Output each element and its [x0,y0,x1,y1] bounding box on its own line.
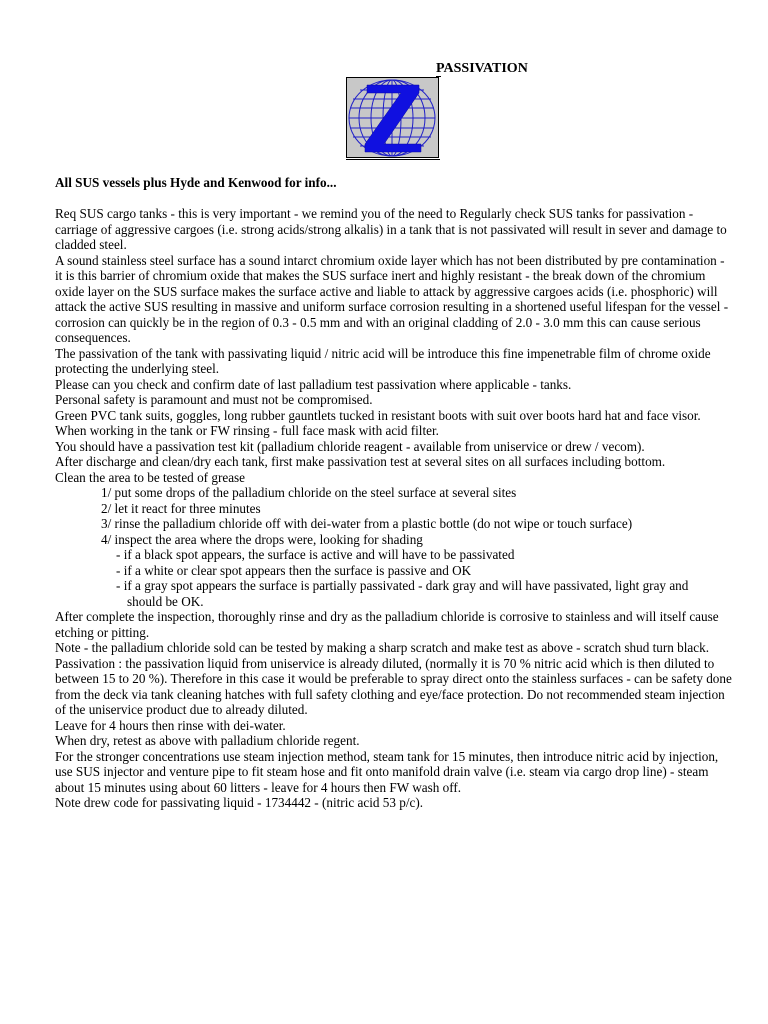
paragraph: A sound stainless steel surface has a sound intarct chromium oxide layer which has not been distributed by pre contamination - it is this barrier of chromium oxide that makes the SUS surface inert and highly resistant - the break down of the chromium oxide layer on the SUS surface makes the surface active and liable to attack by aggressive cargoes acids (i.e. phosphoric) will attack the active SUS resulting in massive and uniform surface corrosion resulting in a shortened useful lifespan for the vessel - corrosion can quickly be in the region of 0.3 - 0.5 mm and with an original cladding of 2.0 - 3.0 mm this can cause serious consequences. [55,252,729,345]
paragraph: Req SUS cargo tanks - this is very important - we remind you of the need to Regularly check SUS tanks for passivation - carriage of aggressive cargoes (i.e. strong acids/strong alkalis) in a tank that is not passivated will result in sever and damage to cladded steel. [55,206,727,252]
paragraph: Personal safety is paramount and must not be compromised. [55,392,373,407]
paragraph: Passivation : the passivation liquid from uniservice is already diluted, (normally it is 70 % nitric acid which is then diluted to between 15 to 20 %). Therefore in this case it would be preferable to spray direct onto the stainless surfaces - can be safety done from the deck via tank cleaning hatches with full safety clothing and eye/face protection. Do not recommended steam injection of the uniservice product due to already diluted. [55,655,732,717]
test-step: 1/ put some drops of the palladium chloride on the steel surface at several sites [101,485,517,500]
test-step: 4/ inspect the area where the drops were, looking for shading [101,531,423,547]
paragraph: You should have a passivation test kit (palladium chloride reagent - available from uniservice or drew / vecom). [55,438,645,454]
test-result [55,563,735,579]
test-step: 3/ rinse the palladium chloride off with dei-water from a plastic bottle (do not wipe or touch surface) [101,516,633,531]
paragraph: When working in the tank or FW rinsing - full face mask with acid filter. [55,423,439,438]
globe-icon [347,78,438,157]
test-result [55,578,735,594]
test-result-text: - if a white or clear spot appears then the surface is passive and OK [116,562,472,578]
paragraph: Leave for 4 hours then rinse with dei-water. [55,717,286,733]
paragraph: When dry, retest as above with palladium chloride regent. [55,733,360,748]
paragraph: For the stronger concentrations use steam injection method, steam tank for 15 minutes, then introduce nitric acid by injection, use SUS injector and venture pipe to fit steam hose and fit onto manifold drain valve (i.e. steam via cargo drop line) - steam about 15 minutes using about 60 litters - leave for 4 hours then FW wash off. [55,748,719,795]
paragraph: Note - the palladium chloride sold can be tested by making a sharp scratch and make test as above - scratch shud turn black. [55,640,710,655]
document-heading: All SUS vessels plus Hyde and Kenwood for info... [55,175,337,190]
test-result [55,547,735,563]
test-result-text: - if a black spot appears, the surface is active and will have to be passivated [116,547,515,562]
paragraph: The passivation of the tank with passivating liquid / nitric acid will be introduce this fine impenetrable film of chrome oxide protecting the underlying steel. [55,345,711,376]
test-step: 2/ let it react for three minutes [101,500,261,516]
paragraph: After discharge and clean/dry each tank, first make passivation test at several sites on all surfaces including bottom. [55,454,666,469]
paragraph: After complete the inspection, thoroughly rinse and dry as the palladium chloride is corrosive to stainless and will itself cause etching or pitting. [55,609,719,640]
test-result-text: - if a gray spot appears the surface is partially passivated - dark gray and will have passivated, light gray and [116,578,689,593]
paragraph: Green PVC tank suits, goggles, long rubber gauntlets tucked in resistant boots with suit over boots hard hat and face visor. [55,407,701,423]
company-logo [346,77,439,158]
spacer [55,191,735,207]
test-result-continuation: should be OK. [127,593,204,609]
paragraph: Please can you check and confirm date of last palladium test passivation where applicable - tanks. [55,376,572,392]
paragraph: Clean the area to be tested of grease [55,469,246,485]
logo-underline [346,159,440,160]
document-body [55,175,735,811]
page-title: PASSIVATION [436,61,528,76]
paragraph: Note drew code for passivating liquid - 1734442 - (nitric acid 53 p/c). [55,795,424,810]
